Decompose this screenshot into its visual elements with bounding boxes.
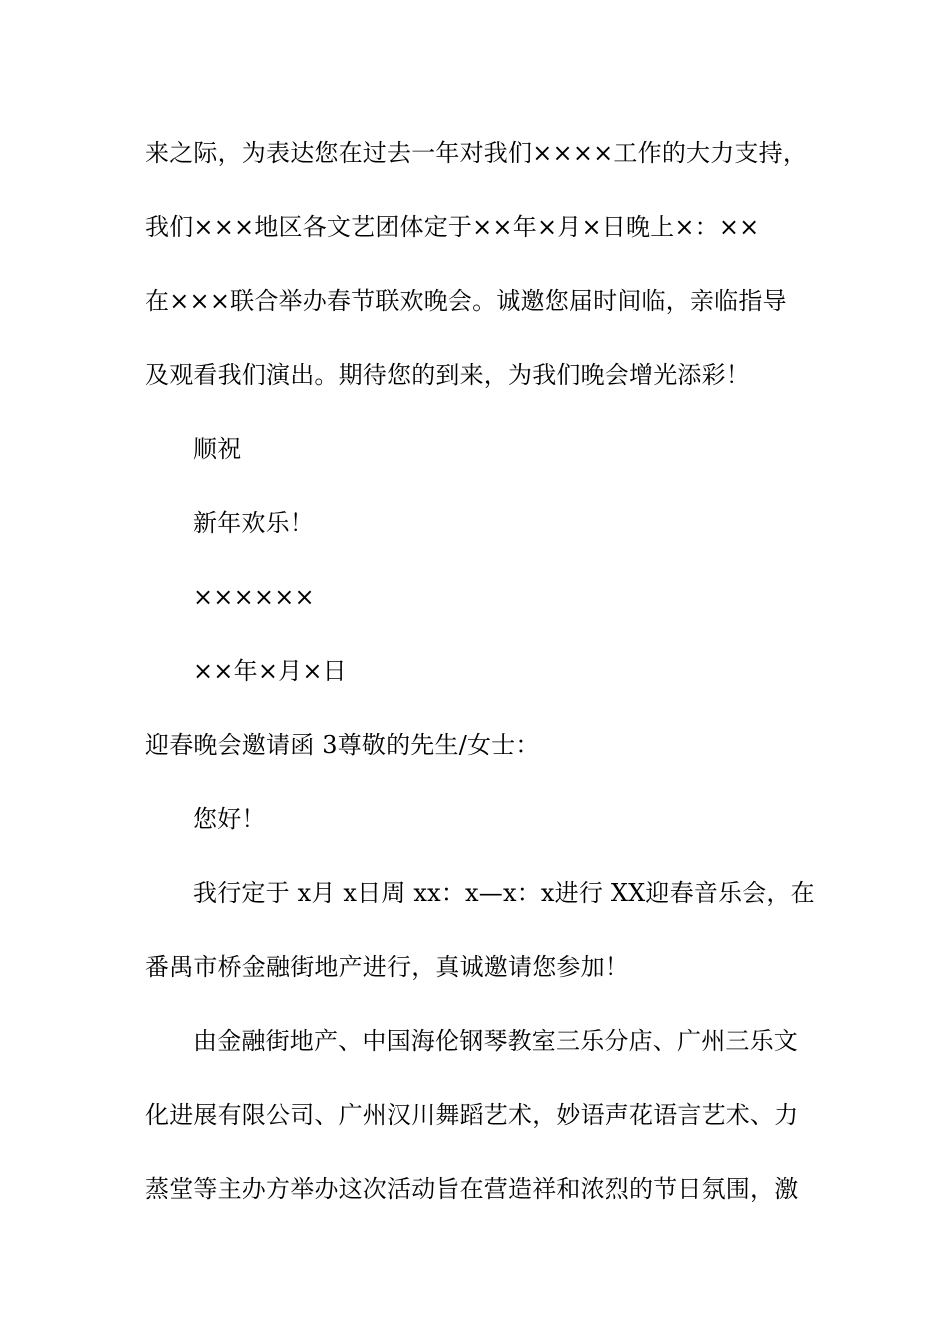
paragraph-line: 由金融街地产、中国海伦钢琴教室三乐分店、广州三乐文 bbox=[193, 1027, 798, 1055]
signature-line: ×××××× bbox=[193, 583, 315, 611]
greeting-line: 您好！ bbox=[193, 805, 266, 833]
closing-line: 新年欢乐！ bbox=[193, 509, 314, 537]
paragraph-line: 番禺市桥金融街地产进行，真诚邀请您参加！ bbox=[145, 953, 629, 981]
paragraph-line: 来之际，为表达您在过去一年对我们××××工作的大力支持， bbox=[145, 139, 808, 167]
date-line: ××年×月×日 bbox=[193, 657, 347, 685]
paragraph-line: 我行定于 x月 x日周 xx：x—x：x进行 XX迎春音乐会，在 bbox=[193, 879, 815, 907]
paragraph-line: 化进展有限公司、广州汉川舞蹈艺术，妙语声花语言艺术、力 bbox=[145, 1101, 799, 1129]
paragraph-line: 在×××联合举办春节联欢晚会。诚邀您届时间临，亲临指导 bbox=[145, 287, 787, 315]
paragraph-line: 蒸堂等主办方举办这次活动旨在营造祥和浓烈的节日氛围，激 bbox=[145, 1175, 799, 1203]
paragraph-line: 及观看我们演出。期待您的到来，为我们晚会增光添彩！ bbox=[145, 361, 750, 389]
closing-line: 顺祝 bbox=[193, 435, 242, 463]
paragraph-line: 我们×××地区各文艺团体定于××年×月×日晚上×：×× bbox=[145, 213, 760, 241]
section-heading-line: 迎春晚会邀请函 3尊敬的先生/女士： bbox=[145, 731, 540, 759]
